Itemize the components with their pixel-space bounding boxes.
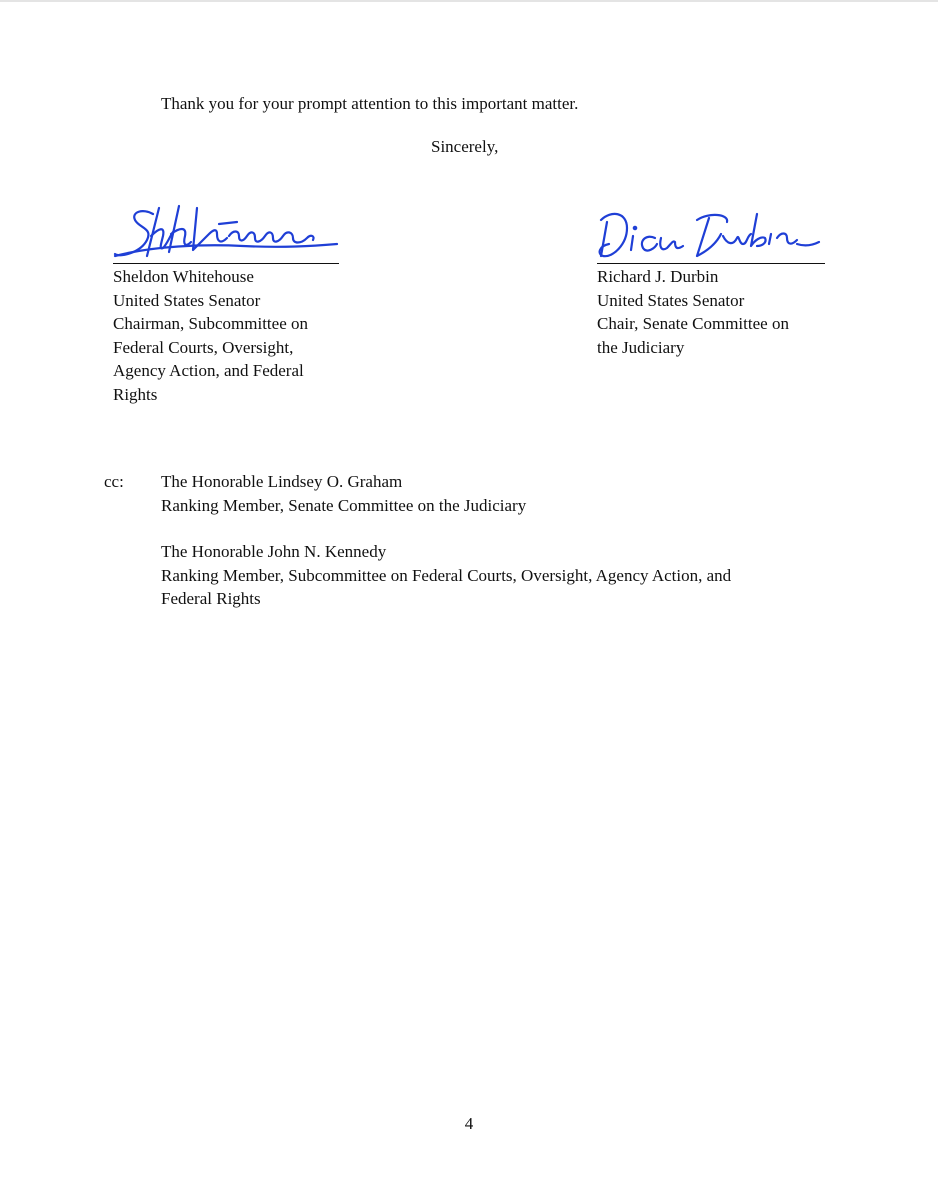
signature-whitehouse — [113, 200, 341, 264]
signatory-role-line: Chairman, Subcommittee on — [113, 314, 308, 333]
cc-label: cc: — [104, 472, 124, 491]
signatory-details-durbin — [597, 265, 837, 359]
signatory-name: Sheldon Whitehouse — [113, 267, 254, 286]
cc-recipient-title: Ranking Member, Senate Committee on the Judiciary — [161, 495, 527, 515]
cc-recipient-name: The Honorable John N. Kennedy — [161, 542, 387, 561]
signatory-title: United States Senator — [113, 290, 261, 310]
signature-durbin — [597, 200, 825, 264]
handwritten-signature-whitehouse — [113, 200, 341, 264]
cc-recipient-title: Ranking Member, Subcommittee on Federal Courts, Oversight, Agency Action, and — [161, 565, 732, 585]
handwritten-signature-durbin — [597, 200, 825, 264]
signatory-title: United States Senator — [597, 290, 745, 310]
cc-recipient-name: The Honorable Lindsey O. Graham — [161, 472, 403, 491]
cc-recipient-title: Federal Rights — [161, 589, 261, 608]
signature-line-whitehouse — [113, 263, 339, 264]
signatory-role-line: the Judiciary — [597, 337, 685, 357]
signatory-role-line: Rights — [113, 384, 158, 404]
closing-paragraph: Thank you for your prompt attention to this important matter. — [161, 94, 579, 113]
signature-line-durbin — [597, 263, 825, 264]
signatory-role-line: Agency Action, and Federal — [113, 361, 304, 380]
page-number: 4 — [464, 1114, 474, 1133]
cc-recipient-kennedy — [161, 540, 861, 611]
page-top-edge — [0, 0, 938, 2]
cc-recipient-graham — [161, 470, 861, 517]
signatory-name: Richard J. Durbin — [597, 267, 719, 286]
cc-recipients — [161, 470, 861, 634]
signatory-role-line: Chair, Senate Committee on — [597, 314, 789, 333]
sign-off: Sincerely, — [431, 137, 499, 156]
signatory-role-line: Federal Courts, Oversight, — [113, 337, 294, 357]
signatory-details-whitehouse — [113, 265, 353, 406]
